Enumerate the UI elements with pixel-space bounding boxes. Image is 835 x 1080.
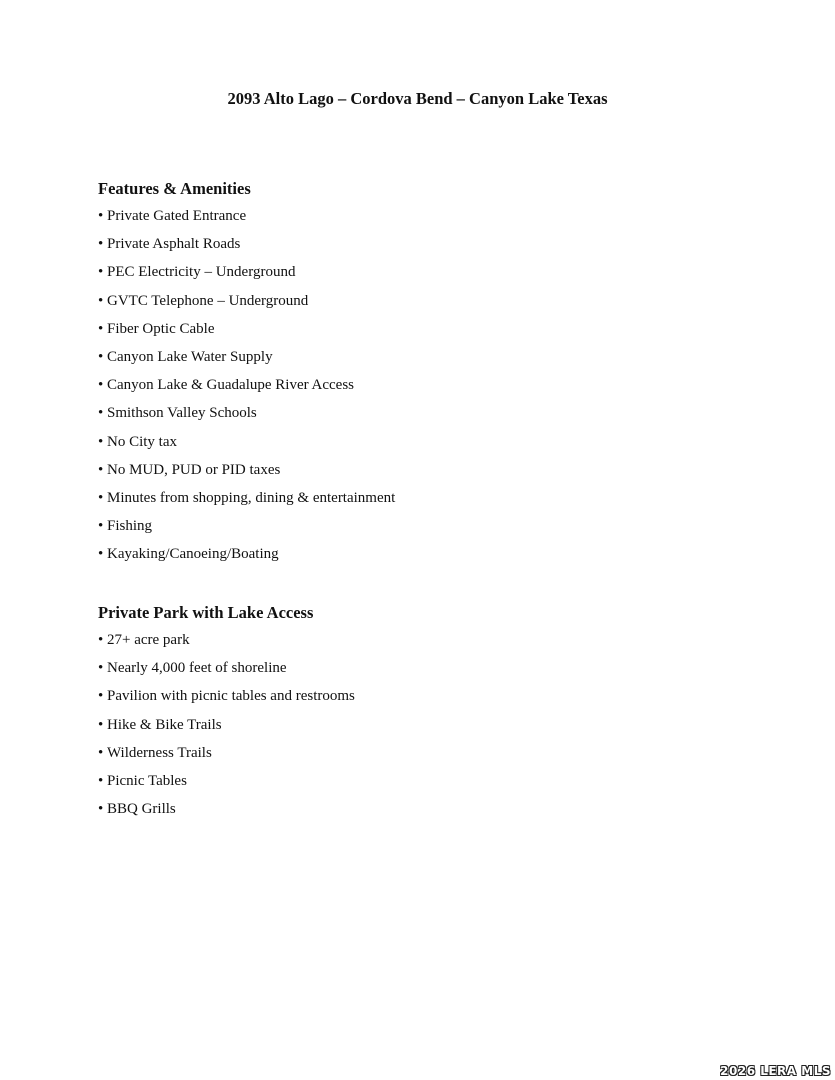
list-item-text: No MUD, PUD or PID taxes: [107, 461, 281, 478]
list-item-text: PEC Electricity – Underground: [107, 264, 296, 281]
list-item: [98, 771, 738, 791]
bullet-icon: •: [98, 348, 104, 365]
bullet-icon: •: [98, 632, 104, 648]
list-item-text: Hike & Bike Trails: [107, 716, 222, 733]
list-item-text: Pavilion with picnic tables and restrooms: [107, 688, 355, 705]
features-list: [98, 206, 738, 564]
bullet-icon: •: [98, 688, 104, 705]
bullet-icon: •: [98, 489, 104, 506]
bullet-icon: •: [98, 377, 104, 394]
list-item: [98, 262, 738, 282]
bullet-icon: •: [98, 264, 104, 281]
list-item-text: Fiber Optic Cable: [107, 320, 215, 337]
list-item-text: Kayaking/Canoeing/Boating: [107, 546, 279, 563]
list-item: [98, 206, 738, 226]
bullet-icon: •: [98, 236, 104, 253]
list-item-text: No City tax: [107, 433, 177, 450]
list-item: [98, 488, 738, 508]
list-item: [98, 291, 738, 311]
list-item: [98, 799, 738, 819]
list-item: [98, 234, 738, 254]
list-item-text: BBQ Grills: [107, 801, 176, 818]
list-item: [98, 319, 738, 339]
bullet-icon: •: [98, 518, 104, 535]
list-item-text: Minutes from shopping, dining & entertainment: [107, 489, 396, 506]
section-heading: Private Park with Lake Access: [98, 603, 314, 622]
list-item: [98, 743, 738, 763]
bullet-icon: •: [98, 208, 104, 224]
list-item-text: Smithson Valley Schools: [107, 405, 257, 422]
bullet-icon: •: [98, 716, 104, 733]
list-item: [98, 544, 738, 564]
document-title: 2093 Alto Lago – Cordova Bend – Canyon Lake Texas: [227, 89, 608, 108]
bullet-icon: •: [98, 660, 104, 677]
bullet-icon: •: [98, 433, 104, 450]
list-item: [98, 686, 738, 706]
bullet-icon: •: [98, 292, 104, 309]
park-list: [98, 630, 738, 819]
list-item: [98, 432, 738, 452]
bullet-icon: •: [98, 801, 104, 818]
list-item-text: Private Gated Entrance: [107, 208, 247, 224]
list-item-text: Canyon Lake Water Supply: [107, 348, 273, 365]
list-item-text: Canyon Lake & Guadalupe River Access: [107, 377, 355, 394]
bullet-icon: •: [98, 405, 104, 422]
list-item: [98, 630, 738, 650]
private-park-section: [98, 602, 738, 827]
mls-watermark: 2026 LERA MLS: [720, 1064, 831, 1078]
bullet-icon: •: [98, 772, 104, 789]
list-item: [98, 403, 738, 423]
list-item-text: Private Asphalt Roads: [107, 236, 241, 253]
list-item: [98, 516, 738, 536]
list-item-text: Fishing: [107, 518, 153, 535]
list-item: [98, 460, 738, 480]
section-heading: Features & Amenities: [98, 179, 251, 198]
features-amenities-section: [98, 178, 738, 572]
bullet-icon: •: [98, 461, 104, 478]
list-item: [98, 715, 738, 735]
list-item: [98, 658, 738, 678]
bullet-icon: •: [98, 320, 104, 337]
list-item-text: Wilderness Trails: [107, 744, 212, 761]
list-item: [98, 347, 738, 367]
list-item: [98, 375, 738, 395]
list-item-text: Nearly 4,000 feet of shoreline: [107, 660, 287, 677]
list-item-text: GVTC Telephone – Underground: [107, 292, 309, 309]
bullet-icon: •: [98, 546, 104, 563]
bullet-icon: •: [98, 744, 104, 761]
list-item-text: Picnic Tables: [107, 772, 187, 789]
list-item-text: 27+ acre park: [107, 632, 190, 648]
